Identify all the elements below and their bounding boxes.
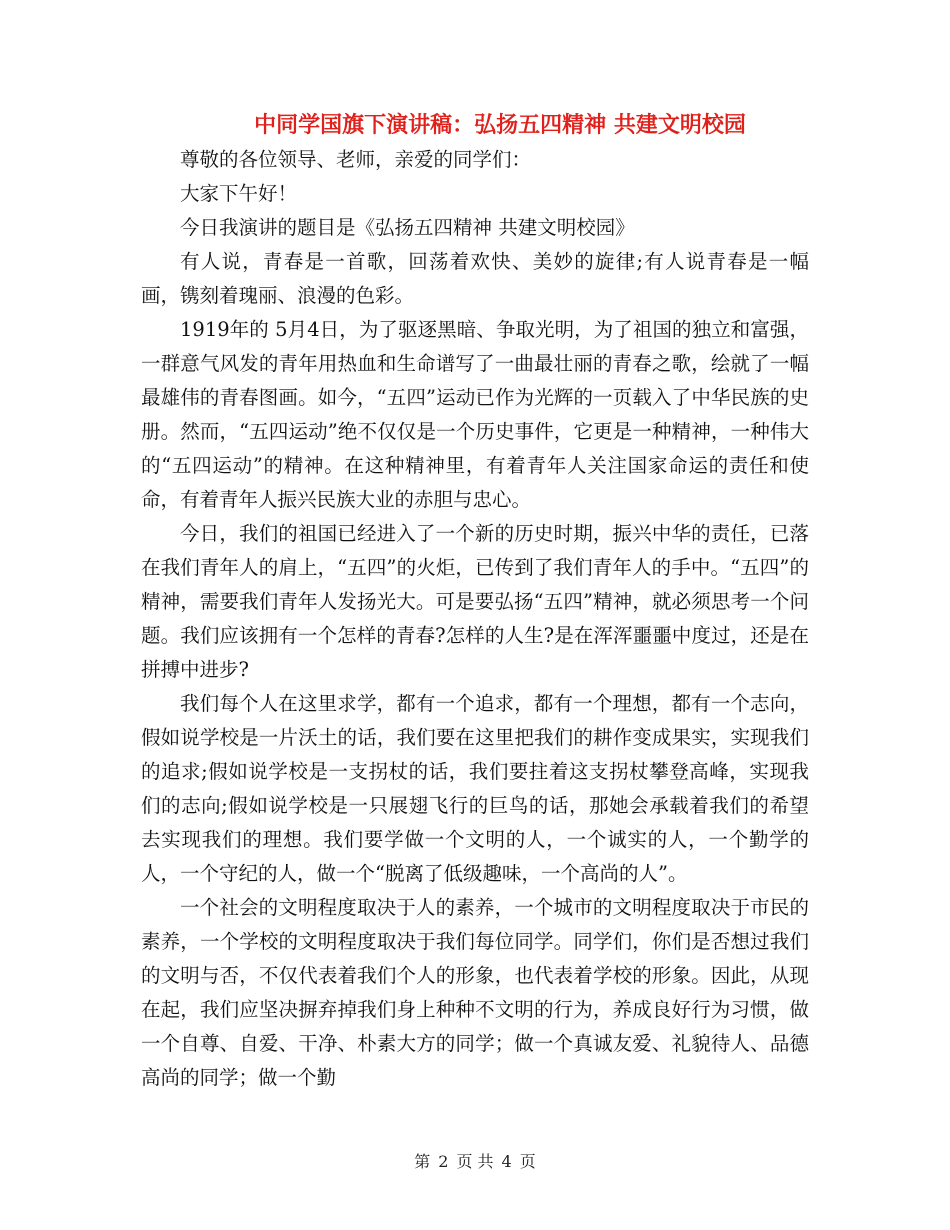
footer-page-number: 2: [438, 1152, 449, 1171]
salutation: 尊敬的各位领导、老师，亲爱的同学们：: [180, 148, 532, 171]
page-footer: [0, 1151, 950, 1173]
document-title: 中同学国旗下演讲稿：弘扬五四精神 共建文明校园: [254, 113, 746, 138]
paragraph: 今日，我们的祖国已经进入了一个新的历史时期，振兴中华的责任，已落在我们青年人的肩上，“五四”的火炬，已传到了我们青年人的手中。“五四”的精神，需要我们青年人发扬光大。可是要弘扬“五四”精神，就必须思考一个问题。我们应该拥有一个怎样的青春?怎样的人生?是在浑浑噩噩中度过，还是在拼搏中进步?: [141, 522, 809, 681]
paragraph: 一个社会的文明程度取决于人的素养，一个城市的文明程度取决于市民的素养，一个学校的文明程度取决于我们每位同学。同学们，你们是否想过我们的文明与否，不仅代表着我们个人的形象，也代表着学校的形象。因此，从现在起，我们应坚决摒弃掉我们身上种种不文明的行为，养成良好行为习惯，做一个自尊、自爱、干净、朴素大方的同学；做一个真诚友爱、礼貌待人、品德高尚的同学；做一个勤: [141, 896, 809, 1089]
document-body: [141, 143, 809, 1095]
greeting: 大家下午好！: [180, 182, 298, 205]
paragraph: 1919年的 5月4日，为了驱逐黑暗、争取光明，为了祖国的独立和富强，一群意气风发的青年用热血和生命谱写了一曲最壮丽的青春之歌，绘就了一幅最雄伟的青春图画。如今，“五四”运动已作为光辉的一页载入了中华民族的史册。然而，“五四运动”绝不仅仅是一个历史事件，它更是一种精神，一种伟大的“五四运动”的精神。在这种精神里，有着青年人关注国家命运的责任和使命，有着青年人振兴民族大业的赤胆与忠心。: [141, 318, 809, 511]
footer-prefix: 第: [414, 1152, 431, 1171]
footer-total-pages: 4: [501, 1152, 512, 1171]
footer-middle: 页 共: [456, 1152, 494, 1171]
speech-topic: 今日我演讲的题目是《弘扬五四精神 共建文明校园》: [180, 216, 635, 239]
paragraph: 我们每个人在这里求学，都有一个追求，都有一个理想，都有一个志向，假如说学校是一片沃土的话，我们要在这里把我们的耕作变成果实，实现我们的追求;假如说学校是一支拐杖的话，我们要拄着这支拐杖攀登高峰，实现我们的志向;假如说学校是一只展翅飞行的巨鸟的话，那她会承载着我们的希望去实现我们的理想。我们要学做一个文明的人，一个诚实的人，一个勤学的人，一个守纪的人，做一个“脱离了低级趣味，一个高尚的人”。: [141, 692, 809, 885]
footer-suffix: 页: [519, 1152, 536, 1171]
paragraph: 有人说，青春是一首歌，回荡着欢快、美妙的旋律;有人说青春是一幅画，镌刻着瑰丽、浪漫的色彩。: [141, 250, 809, 307]
